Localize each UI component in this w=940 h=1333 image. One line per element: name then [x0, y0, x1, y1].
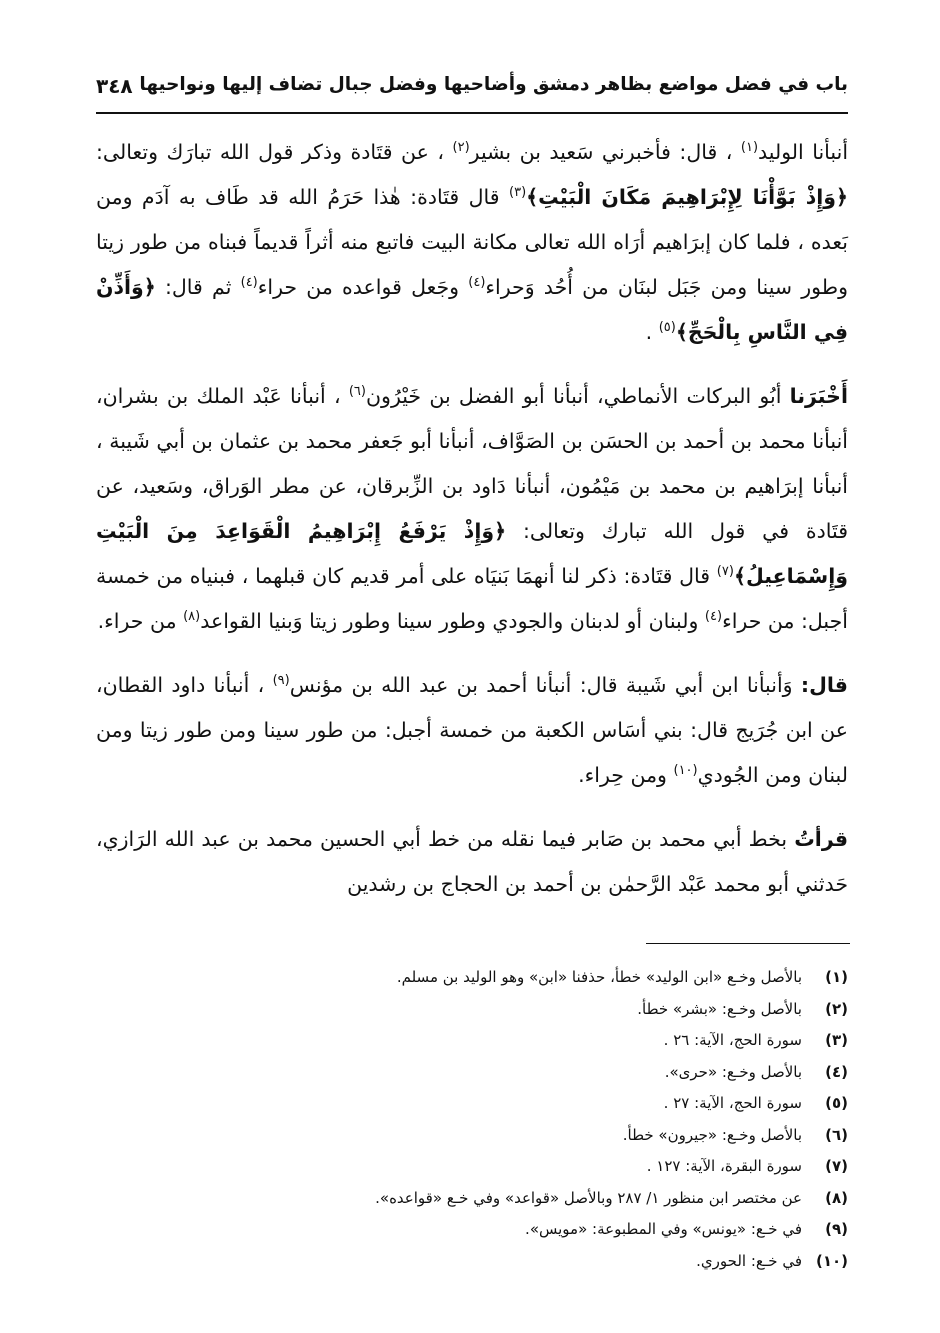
footnote-marker: (٤): [704, 609, 723, 625]
footnote-text: بالأصل وخـع: «حرى».: [664, 1062, 802, 1081]
footnote-number: (٧): [825, 1157, 848, 1175]
footnote-text: سورة الحج، الآية: ٢٦ .: [663, 1031, 802, 1049]
paragraph: [96, 817, 848, 907]
footnote-marker: (٥): [658, 320, 676, 336]
text-segment: قال قتَادة: ذكر لنا أنهمَا بَنيَاه على أمر قديم كان قبلهما ، فبنياه من خمسة أجبل: من حراء: [96, 564, 848, 633]
footnote-number: (١): [825, 968, 848, 986]
footnote-marker: (١٠): [673, 763, 698, 779]
footnote-number: (٢): [825, 999, 848, 1018]
footnote-number: (٥): [825, 1094, 848, 1112]
footnote-marker: (٨): [183, 609, 201, 625]
header-divider: [96, 112, 848, 114]
paragraph: [96, 374, 848, 644]
footnote-text: عن مختصر ابن منظور ١/ ٢٨٧ وبالأصل «قواعد» وفي خـع «قواعده».: [375, 1188, 802, 1207]
text-segment: .: [645, 320, 659, 344]
footnote-marker: (٤): [468, 275, 486, 291]
text-segment: ، أنبأنا عَبْد الملك بن بشران، أنبأنا محمد بن أحمد بن الحسَن بن الصَوَّاف، أنبأنا أبو جَعفر محمد بن عثمان بن أبي شَيبة ، أنبأنا إبرَاهيم بن محمد بن مَيْمُون، أنبأنا دَاود بن الزِّبرقان، عن مطر الوَراق، وسَعيد، عن قتَادة في قول الله تبارك وتعالى:: [96, 384, 848, 543]
paragraph: [96, 663, 848, 798]
paragraph-lead: قرأتُ: [794, 827, 848, 851]
chapter-title: باب في فضل مواضع بظاهر دمشق وأضاحيها وفضل جبال تضاف إليها ونواحيها: [139, 74, 848, 95]
text-segment: ثم قال:: [155, 275, 241, 299]
footnote-item: [96, 1025, 848, 1057]
page-number: ٣٤٨: [96, 74, 133, 98]
footnote-item: [96, 994, 848, 1026]
footnote-item: [96, 1088, 848, 1120]
text-segment: ولبنان أو لدبنان والجودي وطور سينا وطور زيتا وَبنيا القواعد: [200, 609, 705, 633]
footnote-number: (٣): [825, 1031, 848, 1049]
footnote-text: في خـع: الحوري.: [696, 1251, 802, 1270]
running-header: [96, 66, 848, 106]
footnote-item: [96, 1120, 848, 1152]
text-segment: أبُو البركات الأنماطي، أنبأنا أبو الفضل بن خَيْرُون: [365, 384, 790, 408]
main-text: [96, 130, 848, 926]
footnote-text: سورة الحج، الآية: ٢٧ .: [663, 1094, 802, 1112]
footnote-item: [96, 1151, 848, 1183]
quran-quote: ﴿وَإِذْ يَرْفَعُ إِبْرَاهِيمُ الْقَوَاعِدَ مِنَ الْبَيْتِ وَإِسْمَاعِيلُ﴾: [96, 519, 848, 588]
text-segment: من حراء.: [97, 609, 184, 633]
paragraph: [96, 130, 848, 355]
footnote-number: (٤): [825, 1062, 848, 1081]
text-segment: وَأنبأنا ابن أبي شَيبة قال: أنبأنا أحمد بن عبد الله بن مؤنس: [289, 673, 801, 697]
text-segment: وجَعل قواعده من حراء: [257, 275, 469, 299]
text-segment: قال قتَادة: هٰذا حَرَمُ الله قد طَاف به آدَم ومن بَعده ، فلما كان إبرَاهيم أرَاه الله تعالى مكانة البيت فاتبع منه أثراً قديماً فبناه من طور زيتا وطور سينا ومن جَبَل لبنَان من أُحُد وَحراء: [96, 185, 848, 299]
footnote-text: في خـع: «يونس» وفي المطبوعة: «مويس».: [525, 1220, 802, 1238]
footnote-marker: (٣): [509, 185, 527, 201]
text-segment: أنبأنا الوليد: [758, 140, 849, 164]
footnote-number: (٩): [825, 1220, 848, 1238]
text-segment: ، قال: فأخبرني سَعيد بن بشير: [469, 140, 741, 164]
text-segment: ، أنبأنا داود القطان، عن ابن جُرَيج قال: بني أسَاس الكعبة من خمسة أجبل: من طور سينا ومن طور زيتا ومن لبنان ومن الجُودي: [96, 673, 848, 787]
text-segment: ومن حِراء.: [578, 763, 674, 787]
footnote-text: بالأصل وخـع «ابن الوليد» خطأ، حذفنا «ابن» وهو الوليد بن مسلم.: [396, 968, 802, 986]
footnote-item: [96, 1183, 848, 1215]
footnotes: [96, 962, 848, 1277]
footnote-number: (١٠): [815, 1251, 848, 1270]
quran-quote: ﴿وَأَذِّنْ فِي النَّاسِ بِالْحَجِّ﴾: [96, 275, 848, 344]
footnote-item: [96, 962, 848, 994]
footnote-marker: (٩): [272, 673, 290, 689]
footnote-marker: (٢): [452, 140, 470, 156]
footnote-text: بالأصل وخـع: «جيرون» خطأ.: [622, 1125, 802, 1144]
footnote-marker: (٤): [240, 275, 258, 291]
footnote-marker: (٧): [716, 564, 734, 580]
paragraph-lead: أَخْبَرَنا: [789, 384, 848, 408]
footnote-item: [96, 1246, 848, 1278]
text-segment: ، عن قتَادة وذكر قول الله تبارَك وتعالى:: [96, 140, 453, 164]
footnote-marker: (١): [740, 140, 759, 156]
quran-quote: ﴿وَإِذْ بَوَّأْنَا لِإِبْرَاهِيمَ مَكَانَ الْبَيْتِ﴾: [526, 185, 848, 209]
footnote-item: [96, 1057, 848, 1089]
paragraph-lead: قال:: [800, 673, 848, 697]
footnote-text: سورة البقرة، الآية: ١٢٧ .: [646, 1157, 802, 1175]
footnote-item: [96, 1214, 848, 1246]
footnote-divider: [646, 943, 850, 944]
footnote-text: بالأصل وخـع: «بشر» خطأ.: [637, 999, 802, 1018]
footnote-number: (٨): [825, 1188, 848, 1207]
footnote-number: (٦): [825, 1125, 848, 1144]
footnote-marker: (٦): [348, 384, 366, 400]
text-segment: بخط أبي محمد بن صَابر فيما نقله من خط أبي الحسين محمد بن عبد الله الرَازي، حَدثني أبو محمد عَبْد الرَّحمٰن بن أحمد بن الحجاج بن رشدين: [96, 827, 848, 896]
